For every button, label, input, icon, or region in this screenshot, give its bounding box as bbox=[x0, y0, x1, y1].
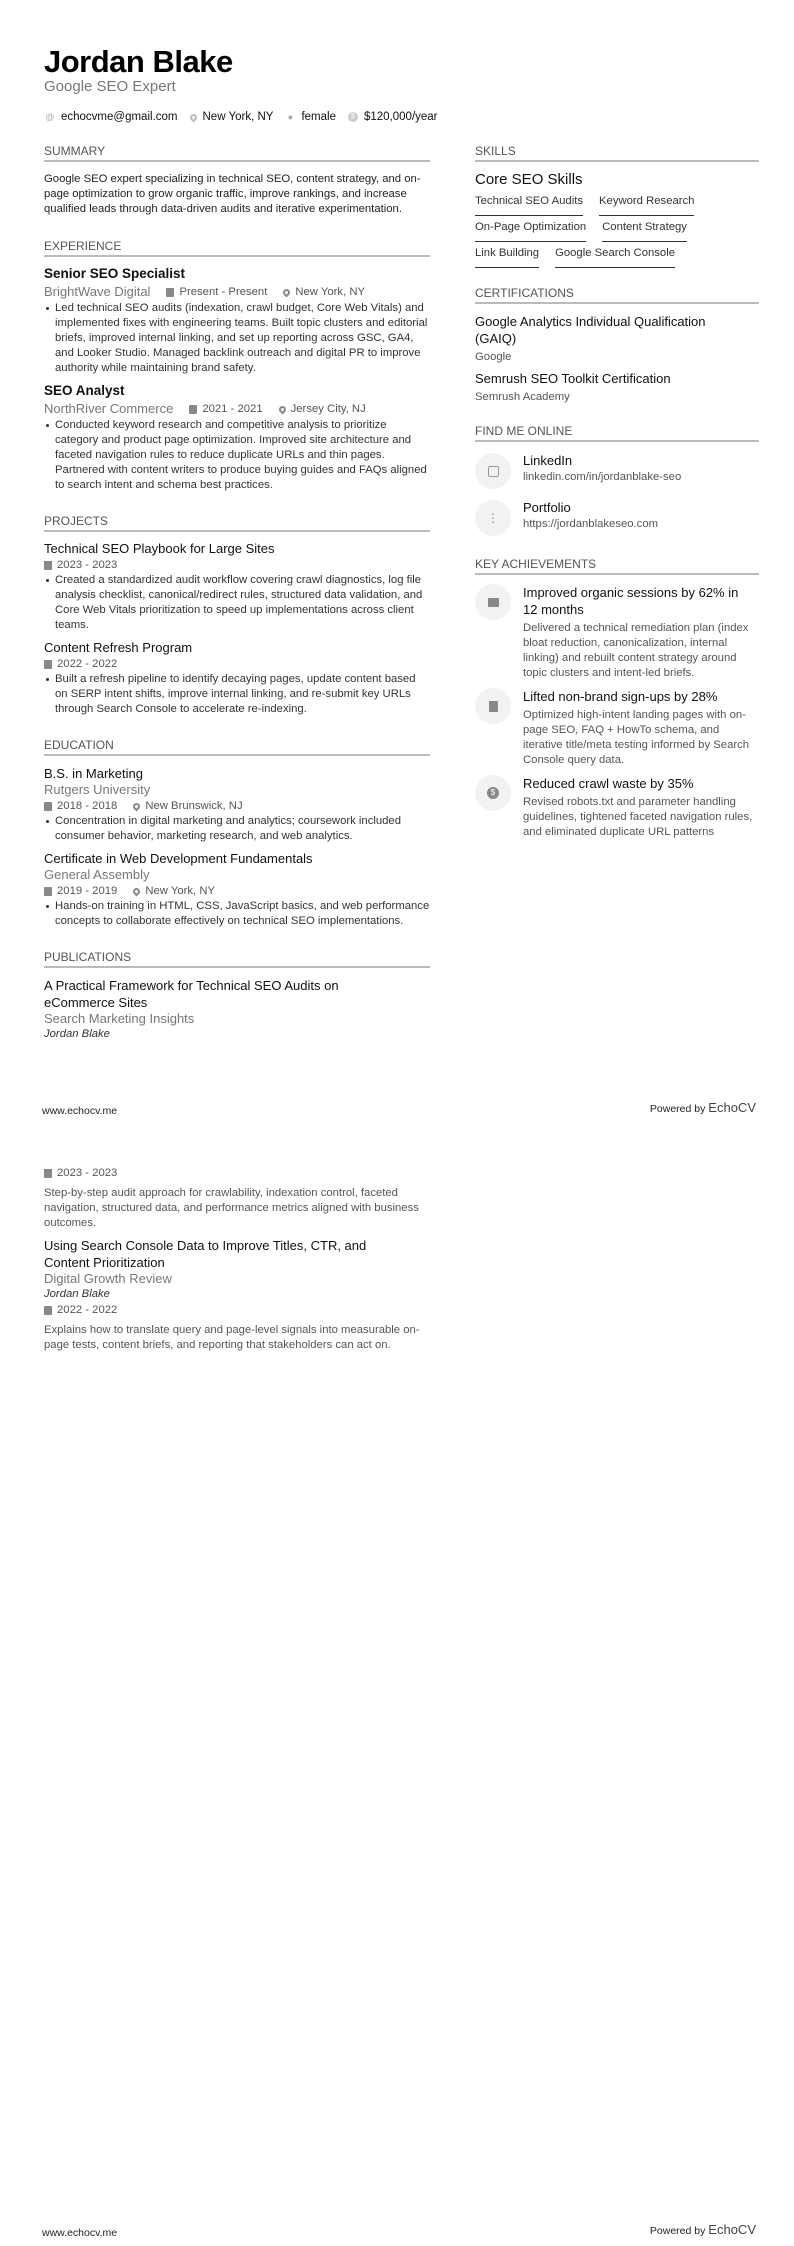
section-heading: EDUCATION bbox=[44, 737, 430, 756]
certification-item bbox=[475, 313, 735, 365]
brand-logo: EchoCV bbox=[708, 1100, 756, 1115]
degree: Certificate in Web Development Fundamentals bbox=[44, 851, 313, 866]
dollar-circle-icon: $ bbox=[475, 775, 511, 811]
footer-site-link[interactable]: www.echocv.me bbox=[42, 2227, 118, 2239]
dates: 2022 - 2022 bbox=[57, 1304, 118, 1316]
experience-item bbox=[44, 382, 430, 493]
achievement-title: Improved organic sessions by 62% in 12 months bbox=[523, 585, 739, 617]
dates: 2023 - 2023 bbox=[57, 559, 118, 571]
certification-name: Semrush SEO Toolkit Certification bbox=[475, 371, 671, 386]
link-label: Portfolio bbox=[523, 500, 571, 515]
section-heading: SKILLS bbox=[475, 143, 759, 162]
skill-group-title: Core SEO Skills bbox=[475, 171, 583, 188]
skill-tag: Keyword Research bbox=[599, 193, 694, 216]
summary-text: Google SEO expert specializing in technical SEO, content strategy, and on-page optimization to grow organic traffic, improve rankings, and increase qualified leads through data-driven audits and iterative experimentation. bbox=[44, 173, 421, 215]
location: New York, NY bbox=[295, 286, 366, 298]
bullet: Concentration in digital marketing and analytics; coursework included consumer behavior, marketing research, and web analytics. bbox=[44, 814, 430, 844]
skill-tag: Content Strategy bbox=[602, 219, 687, 242]
achievement-item bbox=[475, 775, 759, 840]
online-link[interactable] bbox=[475, 498, 759, 536]
dates: 2019 - 2019 bbox=[57, 885, 118, 897]
company: BrightWave Digital bbox=[44, 284, 151, 299]
calendar-icon bbox=[44, 1169, 52, 1178]
calendar-icon bbox=[166, 288, 174, 297]
job-title: Google SEO Expert bbox=[44, 78, 176, 95]
footer-powered bbox=[650, 2223, 756, 2238]
contact-row bbox=[45, 109, 438, 125]
section-heading: KEY ACHIEVEMENTS bbox=[475, 556, 759, 575]
publication-title: A Practical Framework for Technical SEO Audits on eCommerce Sites bbox=[44, 978, 339, 1010]
location: New Brunswick, NJ bbox=[145, 800, 243, 812]
calendar-icon bbox=[44, 802, 52, 811]
left-column bbox=[44, 143, 430, 1042]
bullet: Conducted keyword research and competitive analysis to prioritize category and product page optimization. Improved site architecture and faceted navigation rules to reduce duplicate URLs and thin pages. Partnered with content writers to produce buying guides and FAQs aligned to search intent and schema best practices. bbox=[44, 418, 430, 493]
candidate-name: Jordan Blake bbox=[44, 44, 233, 79]
section-heading: PROJECTS bbox=[44, 513, 430, 532]
issuer: Google bbox=[475, 351, 512, 363]
publication-item-continued bbox=[44, 1165, 430, 1353]
achievement-item bbox=[475, 688, 759, 768]
dates: 2022 - 2022 bbox=[57, 658, 118, 670]
file-chart-icon bbox=[475, 688, 511, 724]
footer-site-link[interactable]: www.echocv.me bbox=[42, 1105, 118, 1117]
dollar-icon: $ bbox=[348, 112, 358, 122]
achievement-desc: Revised robots.txt and parameter handling guidelines, tightened faceted navigation rules, and eliminated duplicate URL patterns bbox=[523, 796, 753, 838]
publisher: Search Marketing Insights bbox=[44, 1011, 195, 1026]
brand-logo: EchoCV bbox=[708, 2222, 756, 2237]
achievement-title: Reduced crawl waste by 35% bbox=[523, 776, 694, 791]
degree: B.S. in Marketing bbox=[44, 766, 143, 781]
calendar-icon bbox=[475, 453, 511, 489]
location-icon bbox=[188, 112, 198, 122]
footer-powered bbox=[650, 1101, 756, 1116]
skill-tag: On-Page Optimization bbox=[475, 219, 586, 242]
company: NorthRiver Commerce bbox=[44, 401, 174, 416]
location-icon bbox=[277, 404, 287, 414]
gender: female bbox=[301, 111, 336, 123]
location: Jersey City, NJ bbox=[290, 403, 366, 415]
publication-item bbox=[44, 977, 384, 1042]
section-heading: PUBLICATIONS bbox=[44, 949, 430, 968]
bullet: Hands-on training in HTML, CSS, JavaScript basics, and web performance concepts to collaborate effectively on technical SEO implementations. bbox=[44, 899, 430, 929]
experience-item bbox=[44, 265, 430, 376]
calendar-icon bbox=[44, 1306, 52, 1315]
link-label: LinkedIn bbox=[523, 453, 573, 468]
section-heading: EXPERIENCE bbox=[44, 238, 430, 257]
bullet: Built a refresh pipeline to identify decaying pages, update content based on SERP intent shifts, improve internal linking, and re-submit key URLs through Search Console to accelerate re-indexing. bbox=[44, 672, 430, 717]
location-icon bbox=[282, 287, 292, 297]
at-icon: @ bbox=[45, 112, 55, 122]
skill-tag: Technical SEO Audits bbox=[475, 193, 583, 216]
author: Jordan Blake bbox=[44, 1028, 110, 1040]
link-url[interactable]: https://jordanblakeseo.com bbox=[523, 518, 659, 530]
certification-item bbox=[475, 370, 759, 405]
achievement-desc: Optimized high-intent landing pages with on-page SEO, FAQ + HowTo schema, and iterative title/meta testing informed by Search Console query data. bbox=[523, 709, 750, 766]
section-heading: SUMMARY bbox=[44, 143, 430, 162]
section-heading: FIND ME ONLINE bbox=[475, 423, 759, 442]
calendar-icon bbox=[44, 561, 52, 570]
calendar-icon bbox=[189, 405, 197, 414]
link-url[interactable]: linkedin.com/in/jordanblake-seo bbox=[523, 471, 682, 483]
location: New York, NY bbox=[145, 885, 216, 897]
dates: 2021 - 2021 bbox=[202, 403, 263, 415]
skill-tag: Google Search Console bbox=[555, 245, 675, 268]
email[interactable]: echocvme@gmail.com bbox=[61, 111, 178, 123]
location-icon bbox=[132, 886, 142, 896]
school: Rutgers University bbox=[44, 782, 151, 797]
project-item bbox=[44, 639, 430, 717]
publication-title: Using Search Console Data to Improve Titles, CTR, and Content Prioritization bbox=[44, 1238, 367, 1270]
online-link[interactable] bbox=[475, 451, 759, 489]
publication-desc: Explains how to translate query and page-level signals into measurable on-page tests, content briefs, and reporting that stakeholders can act on. bbox=[44, 1324, 420, 1351]
skill-tags bbox=[475, 193, 759, 268]
achievement-item bbox=[475, 584, 759, 681]
education-item bbox=[44, 850, 430, 929]
dates: 2023 - 2023 bbox=[57, 1167, 118, 1179]
right-column bbox=[475, 143, 759, 840]
section-heading: CERTIFICATIONS bbox=[475, 285, 759, 304]
achievement-desc: Delivered a technical remediation plan (index bloat reduction, canonicalization, internal linking) and rebuilt content strategy around topic clusters and intent-led briefs. bbox=[523, 622, 749, 679]
skill-tag: Link Building bbox=[475, 245, 539, 268]
project-title: Technical SEO Playbook for Large Sites bbox=[44, 541, 275, 556]
issuer: Semrush Academy bbox=[475, 391, 570, 403]
bullet: Led technical SEO audits (indexation, crawl budget, Core Web Vitals) and implemented fixes with engineering teams. Built topic clusters and editorial briefs, improved internal linking, and set up reporting across GSC, GA4, and Looker Studio. Managed backlink outreach and digital PR to improve authority while maintaining brand safety. bbox=[44, 301, 430, 376]
author: Jordan Blake bbox=[44, 1288, 110, 1300]
dates: 2018 - 2018 bbox=[57, 800, 118, 812]
position-title: Senior SEO Specialist bbox=[44, 266, 186, 281]
monitor-icon bbox=[475, 584, 511, 620]
salary: $120,000/year bbox=[363, 111, 438, 123]
location: New York, NY bbox=[202, 111, 274, 123]
project-item bbox=[44, 540, 430, 633]
publication-item bbox=[44, 1237, 404, 1318]
location-icon bbox=[132, 801, 142, 811]
project-title: Content Refresh Program bbox=[44, 640, 193, 655]
dates: Present - Present bbox=[179, 286, 268, 298]
school: General Assembly bbox=[44, 867, 150, 882]
certification-name: Google Analytics Individual Qualification (GAIQ) bbox=[475, 314, 706, 346]
publisher: Digital Growth Review bbox=[44, 1271, 172, 1286]
powered-by-text: Powered by bbox=[649, 1103, 706, 1115]
person-icon: ● bbox=[287, 112, 294, 122]
more-vertical-icon: ⋮ bbox=[475, 500, 511, 536]
calendar-icon bbox=[44, 887, 52, 896]
powered-by-text: Powered by bbox=[649, 2225, 706, 2237]
publication-desc: Step-by-step audit approach for crawlability, indexation control, faceted navigation, structured data, and performance metrics aligned with business outcomes. bbox=[44, 1187, 419, 1229]
achievement-title: Lifted non-brand sign-ups by 28% bbox=[523, 689, 718, 704]
bullet: Created a standardized audit workflow covering crawl diagnostics, log file analysis checklist, canonical/redirect rules, structured data validation, and Core Web Vitals prioritization to speed up implementations across client teams. bbox=[44, 573, 430, 633]
calendar-icon bbox=[44, 660, 52, 669]
position-title: SEO Analyst bbox=[44, 383, 125, 398]
education-item bbox=[44, 765, 430, 844]
